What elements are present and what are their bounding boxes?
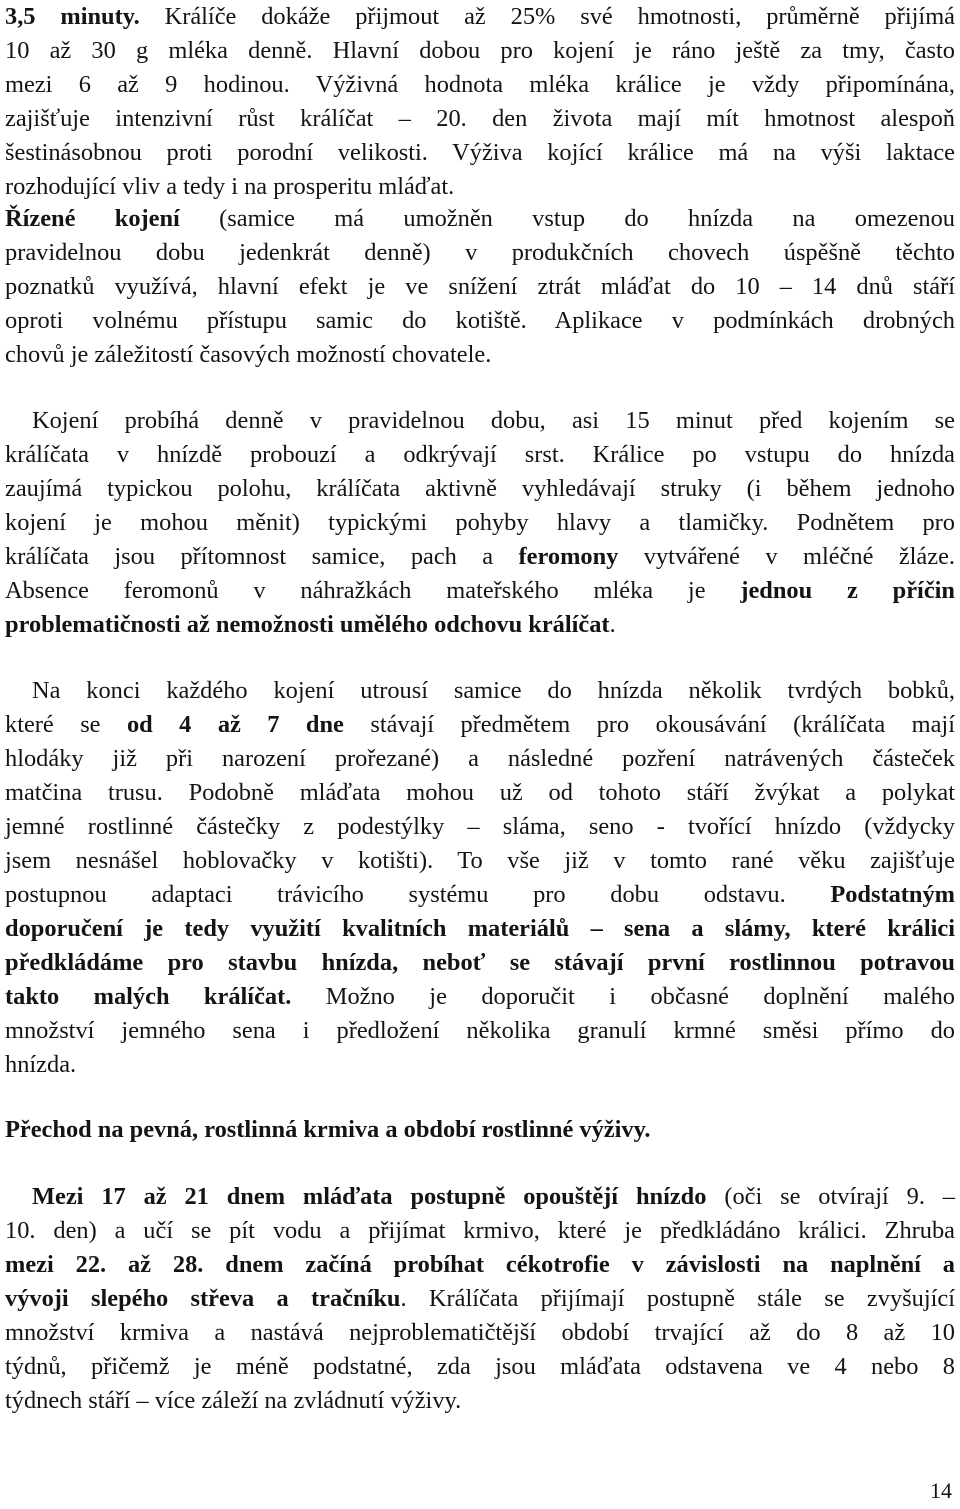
text-run: (samice má umožněn vstup do hnízda na omezenou [179,205,955,232]
text-run: . [609,611,616,638]
bold-text: předkládáme pro stavbu hnízda, neboť se stávají první rostlinnou potravou [5,949,955,976]
bold-text: Přechod na pevná, rostlinná krmiva a období rostlinné výživy. [5,1116,651,1143]
text-run: 10. den) a učí se pít vodu a přijímat krmivo, které je předkládáno králici. Zhruba [5,1217,955,1244]
text-line [5,1180,955,1214]
text-run: jsem nesnášel hoblovačky v kotišti). To vše již v tomto rané věku zajišťuje [5,847,955,874]
text-run: kojení je mohou měnit) typickými pohyby hlavy a tlamičky. Podnětem pro [5,509,955,536]
text-run: stávají předmětem pro okousávání (králíčata mají [343,711,955,738]
text-run: králíčata jsou přítomnost samice, pach a [5,543,519,570]
text-line [5,1282,955,1316]
text-line [5,776,955,810]
text-line [5,202,955,236]
text-line [5,1113,955,1147]
text-line [5,68,955,102]
bold-text: Řízené kojení [5,205,180,232]
text-line [5,1014,955,1048]
text-line [5,472,955,506]
text-line [5,270,955,304]
text-run: Absence feromonů v náhražkách mateřského mléka je [5,577,741,604]
text-run: týdnů, přičemž je méně podstatné, zda jsou mláďata odstavena ve 4 nebo 8 [5,1353,955,1380]
text-run: matčina trusu. Podobně mláďata mohou už od tohoto stáří žvýkat a polykat [5,779,955,806]
text-line [5,1384,955,1418]
text-line [5,438,955,472]
text-run: rozhodující vliv a tedy i na prosperitu mláďat. [5,173,455,200]
text-run: týdnech stáří – více záleží na zvládnutí výživy. [5,1387,462,1414]
text-run: mezi 6 až 9 hodinou. Výživná hodnota mléka králice je vždy připomínána, [5,71,955,98]
text-line [5,708,955,742]
text-line [5,1316,955,1350]
text-run: které se [5,711,127,738]
text-run: množství jemného sena i předložení několika granulí krmné směsi přímo do [5,1017,955,1044]
bold-text: mezi 22. až 28. dnem začíná probíhat cékotrofie v závislosti na naplnění a [5,1251,955,1278]
text-line [5,404,955,438]
text-line [5,1248,955,1282]
text-run: zaujímá typickou polohu, králíčata aktivně vyhledávají struky (i během jednoho [5,475,955,502]
text-line [5,980,955,1014]
text-run: jemné rostlinné částečky z podestýlky – sláma, seno - tvořící hnízdo (vždycky [5,813,955,840]
text-run: 10 až 30 g mléka denně. Hlavní dobou pro kojení je ráno ještě za tmy, často [5,37,955,64]
text-line [5,742,955,776]
text-line [5,506,955,540]
text-run: . Králíčata přijímají postupně stále se zvyšující [400,1285,955,1312]
text-line [5,338,955,372]
text-line [5,34,955,68]
text-run: Možno je doporučit i občasné doplnění malého [291,983,956,1010]
bold-text: vývoji slepého střeva a tračníku [5,1285,401,1312]
text-run: hnízda. [5,1051,77,1078]
text-run: chovů je záležitostí časových možností chovatele. [5,341,492,368]
text-line [5,674,955,708]
text-line [5,844,955,878]
text-run: postupnou adaptaci trávicího systému pro dobu odstavu. [5,881,831,908]
text-run: Kojení probíhá denně v pravidelnou dobu, asi 15 minut před kojením se [32,407,955,434]
bold-text: problematičnosti až nemožnosti umělého odchovu králíčat [5,611,610,638]
text-line [5,608,955,642]
bold-text: Podstatným [830,881,955,908]
text-line [5,0,955,34]
text-line [5,136,955,170]
text-line [5,912,955,946]
bold-text: od 4 až 7 dne [126,711,344,738]
text-line [5,810,955,844]
text-line [5,540,955,574]
text-run: poznatků využívá, hlavní efekt je ve snížení ztrát mláďat do 10 – 14 dnů stáří [5,273,955,300]
text-line [5,574,955,608]
text-line [5,1350,955,1384]
text-run: šestinásobnou proti porodní velikosti. Výživa kojící králice má na výši laktace [5,139,955,166]
text-run: zajišťuje intenzivní růst králíčat – 20. den života mají mít hmotnost alespoň [5,105,955,132]
text-run: (oči se otvírají 9. – [706,1183,955,1210]
text-line [5,946,955,980]
bold-text: jednou z příčin [740,577,955,604]
text-run: vytvářené v mléčné žláze. [618,543,956,570]
page-number: 14 [930,1478,952,1503]
bold-text: feromony [518,543,619,570]
text-run: králíčata v hnízdě probouzí a odkrývají srst. Králice po vstupu do hnízda [5,441,955,468]
text-run: množství krmiva a nastává nejproblematičtější období trvající až do 8 až 10 [5,1319,955,1346]
text-line [5,878,955,912]
text-run: pravidelnou dobu jedenkrát denně) v produkčních chovech úspěšně těchto [5,239,955,266]
text-line [5,304,955,338]
text-run: Na konci každého kojení utrousí samice do hnízda několik tvrdých bobků, [32,677,955,704]
bold-text: doporučení je tedy využití kvalitních materiálů – sena a slámy, které králici [5,915,955,942]
bold-text: takto malých králíčat. [5,983,292,1010]
text-run: oproti volnému přístupu samic do kotiště. Aplikace v podmínkách drobných [5,307,955,334]
text-run: hlodáky již při narození prořezané) a následné pozření natrávených částeček [5,745,955,772]
bold-text: 3,5 minuty. [5,3,140,30]
text-line [5,1048,955,1082]
text-line [5,1214,955,1248]
text-line [5,102,955,136]
text-line [5,236,955,270]
text-run: Králíče dokáže přijmout až 25% své hmotnosti, průměrně přijímá [139,3,955,30]
bold-text: Mezi 17 až 21 dnem mláďata postupně opouštějí hnízdo [32,1183,707,1210]
text-line [5,170,955,204]
